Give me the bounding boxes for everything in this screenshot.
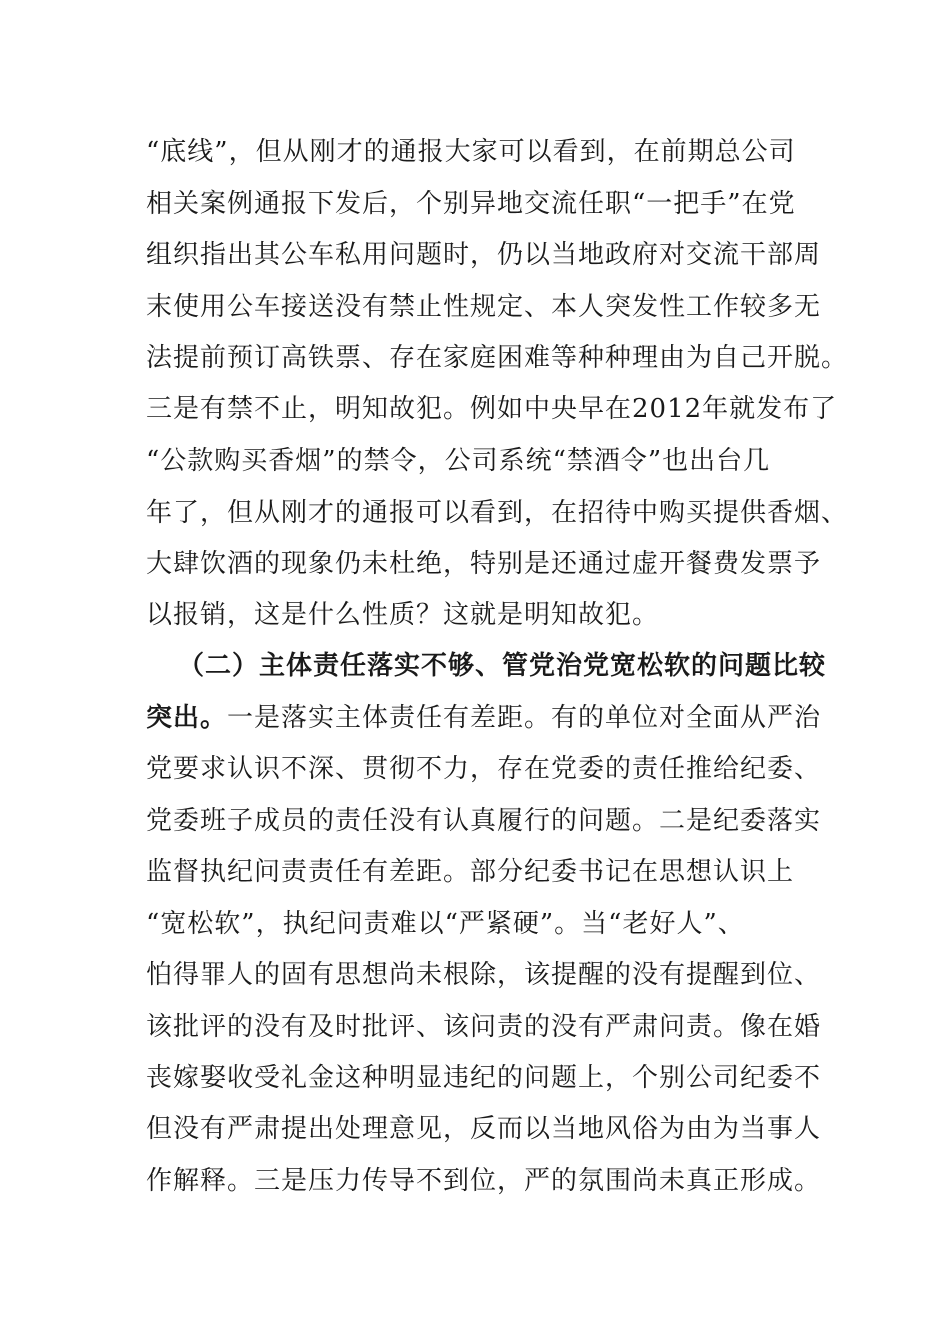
paragraph-line: 相关案例通报下发后，个别异地交流任职“一把手”在党: [146, 189, 796, 219]
paragraph-text: 一是落实主体责任有差距。有的单位对全面从严治: [227, 703, 822, 733]
paragraph-line: 三是有禁不止，明知故犯。例如中央早在2012年就发布了: [146, 394, 838, 424]
paragraph-line: 党要求认识不深、贯彻不力，存在党委的责任推给纪委、: [146, 754, 822, 784]
paragraph-line: 年了，但从刚才的通报可以看到，在招待中购买提供香烟、: [146, 498, 849, 528]
paragraph-line: 组织指出其公车私用问题时，仍以当地政府对交流干部周: [146, 240, 822, 270]
paragraph-line: 末使用公车接送没有禁止性规定、本人突发性工作较多无: [146, 292, 822, 322]
paragraph-line: “公款购买香烟”的禁令，公司系统“禁酒令”也出台几: [146, 446, 771, 476]
section-heading-end: 突出。: [146, 703, 228, 733]
paragraph-line: “宽松软”，执纪问责难以“严紧硬”。当“老好人”、: [146, 909, 745, 939]
paragraph-line: 丧嫁娶收受礼金这种明显违纪的问题上，个别公司纪委不: [146, 1063, 822, 1093]
paragraph-line: 该批评的没有及时批评、该问责的没有严肃问责。像在婚: [146, 1012, 822, 1042]
paragraph-line: 监督执纪问责责任有差距。部分纪委书记在思想认识上: [146, 857, 795, 887]
paragraph-line: 怕得罪人的固有思想尚未根除，该提醒的没有提醒到位、: [146, 960, 822, 990]
paragraph-line: 但没有严肃提出处理意见，反而以当地风俗为由为当事人: [146, 1114, 822, 1144]
paragraph-line: 作解释。三是压力传导不到位，严的氛围尚未真正形成。: [146, 1166, 822, 1196]
section-heading: （二）主体责任落实不够、管党治党宽松软的问题比较: [178, 651, 827, 681]
section-heading-continuation-line: [146, 692, 822, 744]
paragraph-line: 以报销，这是什么性质？这就是明知故犯。: [146, 600, 660, 630]
paragraph-line: “底线”，但从刚才的通报大家可以看到，在前期总公司: [146, 137, 796, 167]
paragraph-line: 法提前预订高铁票、存在家庭困难等种种理由为自己开脱。: [146, 343, 849, 373]
paragraph-line: 大肆饮酒的现象仍未杜绝，特别是还通过虚开餐费发票予: [146, 549, 822, 579]
paragraph-line: 党委班子成员的责任没有认真履行的问题。二是纪委落实: [146, 806, 822, 836]
